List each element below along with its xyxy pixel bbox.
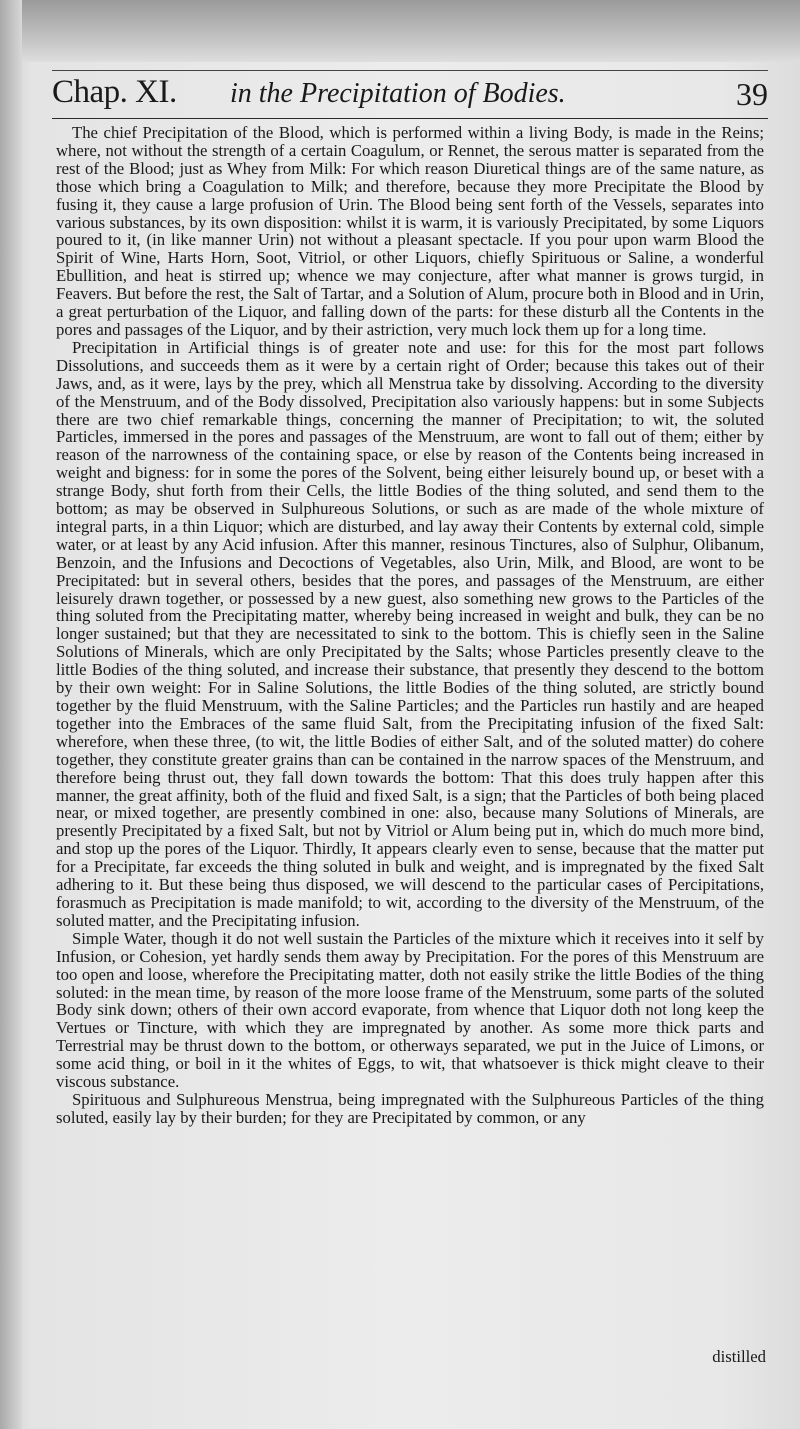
scan-top-shadow bbox=[0, 0, 800, 62]
running-title: in the Precipitation of Bodies. bbox=[230, 78, 566, 109]
catchword: distilled bbox=[712, 1347, 766, 1366]
running-header bbox=[52, 72, 768, 119]
body-text bbox=[56, 124, 764, 1127]
page-number: 39 bbox=[736, 76, 768, 112]
chapter-label: Chap. XI. bbox=[52, 74, 177, 110]
page-gutter-shadow bbox=[0, 0, 22, 1429]
paragraph-simple-water: Simple Water, though it do not well sustain the Particles of the mixture which it receives into it self by Infusion, or Cohesion, yet hardly sends them away by Precipitation. For the pores of this Menstruum are too open and loose, wherefore the Precipitating matter, doth not easily strike the little Bodies of the thing soluted: in the mean time, by reason of the more loose frame of the Menstruum, some parts of the soluted Body sink down; others of their own accord evaporate, from whence that Liquor doth not long keep the Vertues or Tincture, with which they are impregnated by another. As some more thick parts and Terrestrial may be thrust down to the bottom, or otherways separated, we put in the Juice of Limons, or some acid thing, or boil in it the whites of Eggs, to wit, that whatsoever is thick might cleave to their viscous substance. bbox=[56, 928, 764, 1092]
header-top-rule bbox=[52, 70, 768, 71]
paragraph-artificial-precipitation: Precipitation in Artificial things is of greater note and use: for this for the most part follows Dissolutions, and succeeds them as it were by a certain right of Order; because this takes out of their Jaws, and, as it were, lays by the prey, which all Menstrua take by dissolving. According to the diversity of the Menstruum, and of the Body dissolved, Precipitation also variously happens: but in some Subjects there are two chief remarkable things, concerning the manner of Precipitation; to wit, the soluted Particles, immersed in the pores and passages of the Menstruum, are wont to fall out of them; either by reason of the narrowness of the containing space, or else by reason of the Contents being increased in weight and bigness: for in some the pores of the Solvent, being either leisurely bound up, or beset with a strange Body, shut forth from their Cells, the little Bodies of the thing soluted, and send them to the bottom; as may be observed in Sulphureous Solutions, or such as are made of the whole mixture of integral parts, in a thin Liquor; which are disturbed, and lay away their Contents by external cold, simple water, or at least by any Acid infusion. After this manner, resinous Tinctures, also of Sulphur, Olibanum, Benzoin, and the Infusions and Decoctions of Vegetables, also Urin, Milk, and Blood, are wont to be Precipitated: but in several others, besides that the pores, and passages of the Menstruum, are either leisurely drawn together, or possessed by a new guest, also something new grows to the Particles of the thing soluted from the Precipitating matter, whereby being increased in weight and bulk, they can be no longer sustained; but that they are necessitated to sink to the bottom. This is chiefly seen in the Saline Solutions of Minerals, which are only Precipitated by the Salts; whose Particles presently cleave to the little Bodies of the thing soluted, and increase their substance, that presently they descend to the bottom by their own weight: For in Saline Solutions, the little Bodies of the thing soluted, are strictly bound together by the fluid Menstruum, with the Saline Particles; and the Particles run hastily and are heaped together into the Embraces of the same fluid Salt, from the Precipitating infusion of the fixed Salt: wherefore, when these three, (to wit, the little Bodies of either Salt, and of the soluted matter) do cohere together, they constitute greater grains than can be contained in the narrow spaces of the Menstruum, and therefore being thrust out, they fall down towards the bottom: That this does truly happen after this manner, the great affinity, both of the fluid and fixed Salt, is a sign; that the Particles of both being placed near, or mixed together, are presently combined in one: also, because many Solutions of Minerals, are presently Precipitated by a fixed Salt, but not by Vitriol or Alum being put in, which do much more bind, and stop up the pores of the Liquor. Thirdly, It appears clearly even to sense, because that the matter put for a Precipitate, far exceeds the thing soluted in bulk and weight, and is impregnated by the fixed Salt adhering to it. But these being thus disposed, we will descend to the particular cases of Percipitations, forasmuch as Precipitation is made manifold; to wit, according to the diversity of the Menstruum, of the soluted matter, and the Precipitating infusion. bbox=[56, 337, 764, 930]
paragraph-blood-precipitation: The chief Precipitation of the Blood, which is performed within a living Body, is made in the Reins; where, not without the strength of a certain Coagulum, or Rennet, the serous matter is separated from the rest of the Blood; just as Whey from Milk: For which reason Diuretical things are of the same nature, as those which bring a Coagulation to Milk; and therefore, because they more Precipitate the Blood by fusing it, they cause a large profusion of Urin. The Blood being sent forth of the Vessels, separates into various substances, by its own disposition: whilst it is warm, it is variously Precipitated, by some Liquors poured to it, (in like manner Urin) not without a pleasant spectacle. If you pour upon warm Blood the Spirit of Wine, Harts Horn, Soot, Vitriol, or other Liquors, chiefly Spirituous or Saline, a wonderful Ebullition, and heat is stirred up; whence we may conjecture, after what manner is grows turgid, in Feavers. But before the rest, the Salt of Tartar, and a Solution of Alum, procure both in Blood and in Urin, a great perturbation of the Liquor, and falling down of the parts: for these disturb all the Contents in the pores and passages of the Liquor, and by their astriction, very much lock them up for a long time. bbox=[56, 123, 764, 339]
paragraph-spirituous-menstrua: Spirituous and Sulphureous Menstrua, being impregnated with the Sulphureous Particles of the thing soluted, easily lay by their burden; for they are Precipitated by common, or any bbox=[56, 1089, 764, 1127]
